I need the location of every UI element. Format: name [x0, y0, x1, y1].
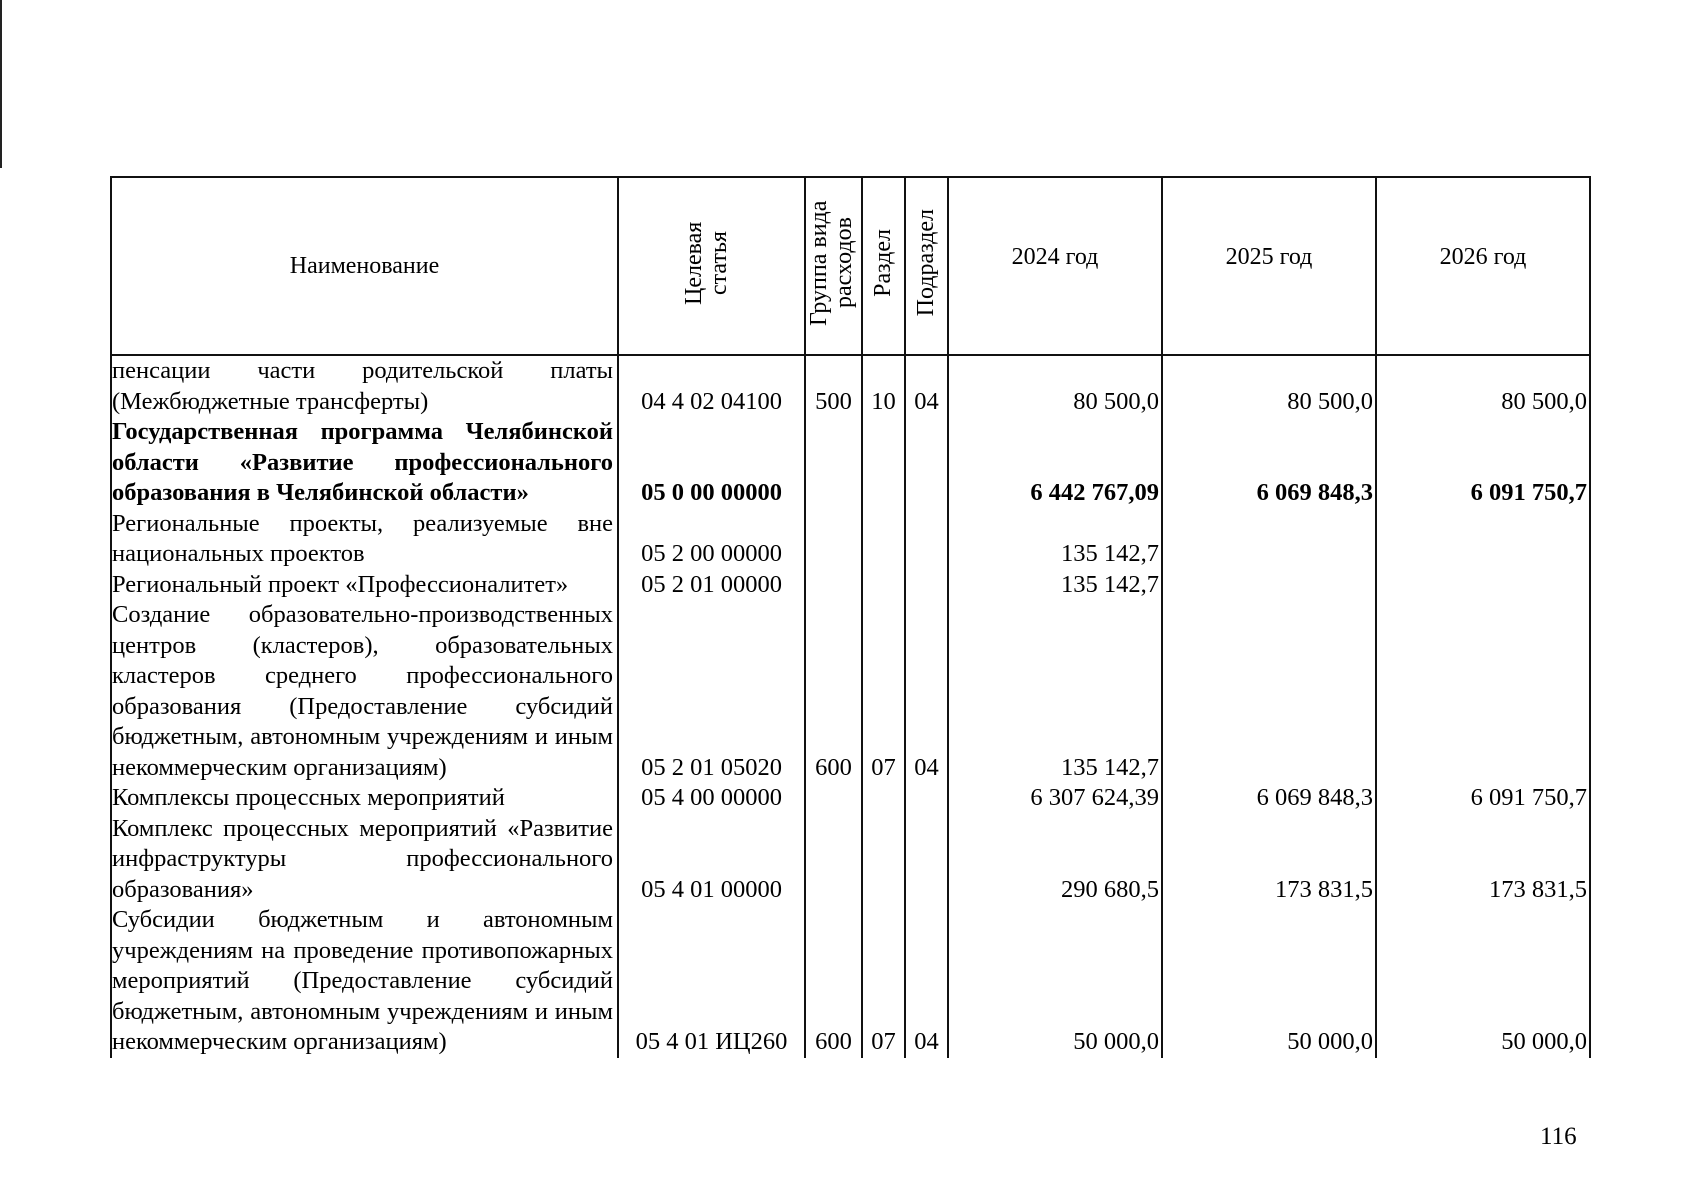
row-group	[805, 783, 862, 814]
page-edge-line	[0, 0, 2, 168]
header-2024: 2024 год	[948, 177, 1162, 355]
row-code: 05 4 01 ИЦ260	[618, 905, 805, 1058]
row-podrazdel	[905, 417, 948, 509]
row-name: Региональные проекты, реализуемые вне национальных проектов	[111, 509, 618, 570]
row-podrazdel: 04	[905, 355, 948, 417]
row-2024: 290 680,5	[948, 814, 1162, 906]
row-2024: 135 142,7	[948, 509, 1162, 570]
row-2025	[1162, 600, 1376, 783]
header-name: Наименование	[111, 177, 618, 355]
row-2024: 135 142,7	[948, 600, 1162, 783]
row-2026: 6 091 750,7	[1376, 783, 1590, 814]
budget-table-container	[110, 176, 1591, 1058]
row-code: 05 0 00 00000	[618, 417, 805, 509]
table-row	[111, 783, 1590, 814]
row-podrazdel	[905, 783, 948, 814]
row-2026	[1376, 570, 1590, 601]
row-razdel: 10	[862, 355, 905, 417]
row-2024: 6 442 767,09	[948, 417, 1162, 509]
row-name: Государственная программа Челябинской области «Развитие профессионального образования в Челябинской области»	[111, 417, 618, 509]
row-group: 500	[805, 355, 862, 417]
row-name: Комплексы процессных мероприятий	[111, 783, 618, 814]
page-number: 116	[1540, 1123, 1577, 1150]
row-2025: 50 000,0	[1162, 905, 1376, 1058]
row-razdel: 07	[862, 600, 905, 783]
table-row	[111, 509, 1590, 570]
row-2025: 173 831,5	[1162, 814, 1376, 906]
row-2025: 6 069 848,3	[1162, 417, 1376, 509]
row-2024: 135 142,7	[948, 570, 1162, 601]
header-razdel: Раздел	[862, 177, 905, 355]
row-group	[805, 509, 862, 570]
row-2025	[1162, 570, 1376, 601]
row-2026: 50 000,0	[1376, 905, 1590, 1058]
row-2026	[1376, 600, 1590, 783]
table-row	[111, 814, 1590, 906]
table-row	[111, 355, 1590, 417]
row-2024: 6 307 624,39	[948, 783, 1162, 814]
row-podrazdel: 04	[905, 905, 948, 1058]
header-group: Группа вида расходов	[805, 177, 862, 355]
row-group	[805, 417, 862, 509]
row-code: 04 4 02 04100	[618, 355, 805, 417]
row-2025: 6 069 848,3	[1162, 783, 1376, 814]
row-podrazdel	[905, 509, 948, 570]
row-2026: 80 500,0	[1376, 355, 1590, 417]
row-name: Субсидии бюджетным и автономным учреждениям на проведение противопожарных мероприятий (Предоставление субсидий бюджетным, автономным учреждениям и иным некоммерческим организациям)	[111, 905, 618, 1058]
row-group: 600	[805, 600, 862, 783]
row-razdel	[862, 570, 905, 601]
table-row	[111, 905, 1590, 1058]
header-podrazdel: Подраздел	[905, 177, 948, 355]
row-2026: 6 091 750,7	[1376, 417, 1590, 509]
row-code: 05 2 00 00000	[618, 509, 805, 570]
row-podrazdel	[905, 570, 948, 601]
row-podrazdel	[905, 814, 948, 906]
table-header-row	[111, 177, 1590, 355]
row-group	[805, 814, 862, 906]
row-code: 05 4 01 00000	[618, 814, 805, 906]
row-group: 600	[805, 905, 862, 1058]
row-razdel	[862, 783, 905, 814]
row-name: пенсации части родительской платы (Межбюджетные трансферты)	[111, 355, 618, 417]
row-group	[805, 570, 862, 601]
row-name: Комплекс процессных мероприятий «Развитие инфраструктуры профессионального образования»	[111, 814, 618, 906]
row-razdel	[862, 417, 905, 509]
row-2024: 80 500,0	[948, 355, 1162, 417]
row-code: 05 2 01 00000	[618, 570, 805, 601]
row-2026: 173 831,5	[1376, 814, 1590, 906]
row-podrazdel: 04	[905, 600, 948, 783]
row-razdel: 07	[862, 905, 905, 1058]
table-row	[111, 417, 1590, 509]
row-2026	[1376, 509, 1590, 570]
row-2025: 80 500,0	[1162, 355, 1376, 417]
row-code: 05 2 01 05020	[618, 600, 805, 783]
row-razdel	[862, 814, 905, 906]
row-name: Региональный проект «Профессионалитет»	[111, 570, 618, 601]
header-code: Целевая статья	[618, 177, 805, 355]
table-row	[111, 600, 1590, 783]
row-2024: 50 000,0	[948, 905, 1162, 1058]
header-2025: 2025 год	[1162, 177, 1376, 355]
table-row	[111, 570, 1590, 601]
row-2025	[1162, 509, 1376, 570]
row-code: 05 4 00 00000	[618, 783, 805, 814]
row-razdel	[862, 509, 905, 570]
budget-table	[110, 176, 1591, 1058]
header-2026: 2026 год	[1376, 177, 1590, 355]
row-name: Создание образовательно-производственных центров (кластеров), образовательных кластеров среднего профессионального образования (Предоставление субсидий бюджетным, автономным учреждениям и иным некоммерческим организациям)	[111, 600, 618, 783]
